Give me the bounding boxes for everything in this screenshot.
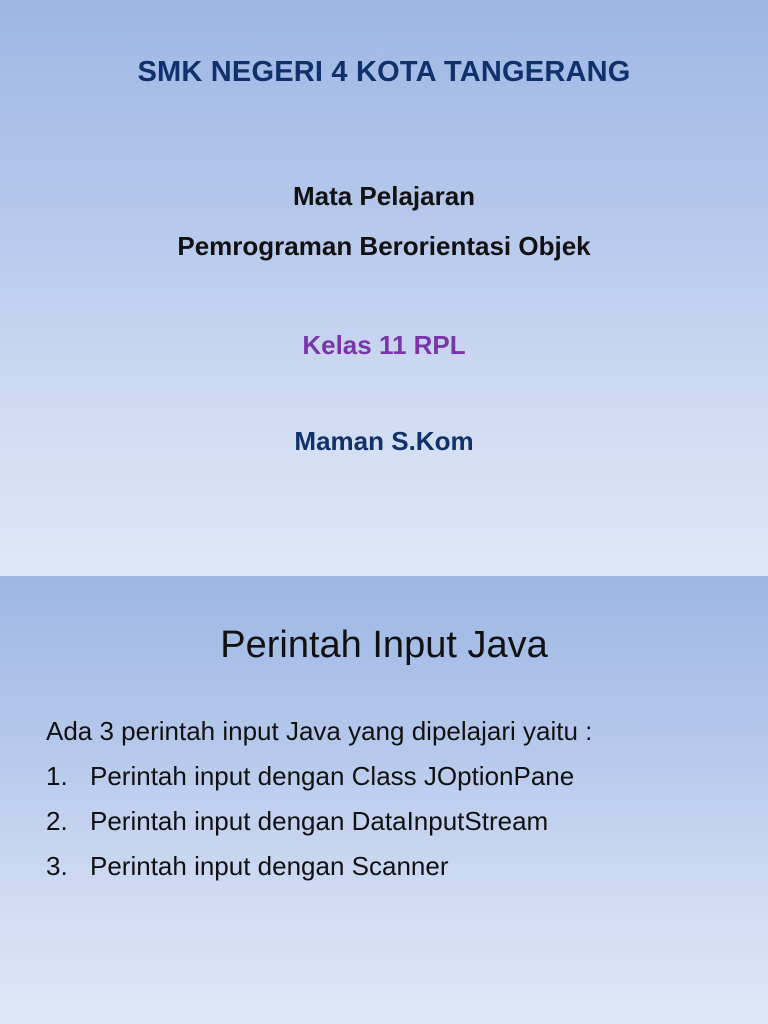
list-item — [46, 806, 746, 837]
list-item — [46, 851, 746, 882]
subject-label: Mata Pelajaran — [292, 181, 476, 211]
list-text: Perintah input dengan DataInputStream — [90, 806, 549, 836]
list-number: 2. — [46, 806, 68, 836]
list-number: 3. — [46, 851, 68, 881]
list-item — [46, 761, 746, 792]
list-text: Perintah input dengan Class JOptionPane — [90, 761, 575, 791]
slide-heading: Perintah Input Java — [220, 624, 548, 666]
subject-name: Pemrograman Berorientasi Objek — [177, 231, 591, 261]
school-name: SMK NEGERI 4 KOTA TANGERANG — [137, 56, 631, 88]
teacher-name: Maman S.Kom — [294, 426, 474, 456]
slide-body — [46, 716, 746, 896]
intro-text: Ada 3 perintah input Java yang dipelajari yaitu : — [46, 716, 593, 746]
list-text: Perintah input dengan Scanner — [90, 851, 449, 881]
input-methods-list — [46, 761, 746, 882]
slide-content — [0, 576, 768, 1024]
class-label: Kelas 11 RPL — [302, 330, 466, 360]
list-number: 1. — [46, 761, 68, 791]
